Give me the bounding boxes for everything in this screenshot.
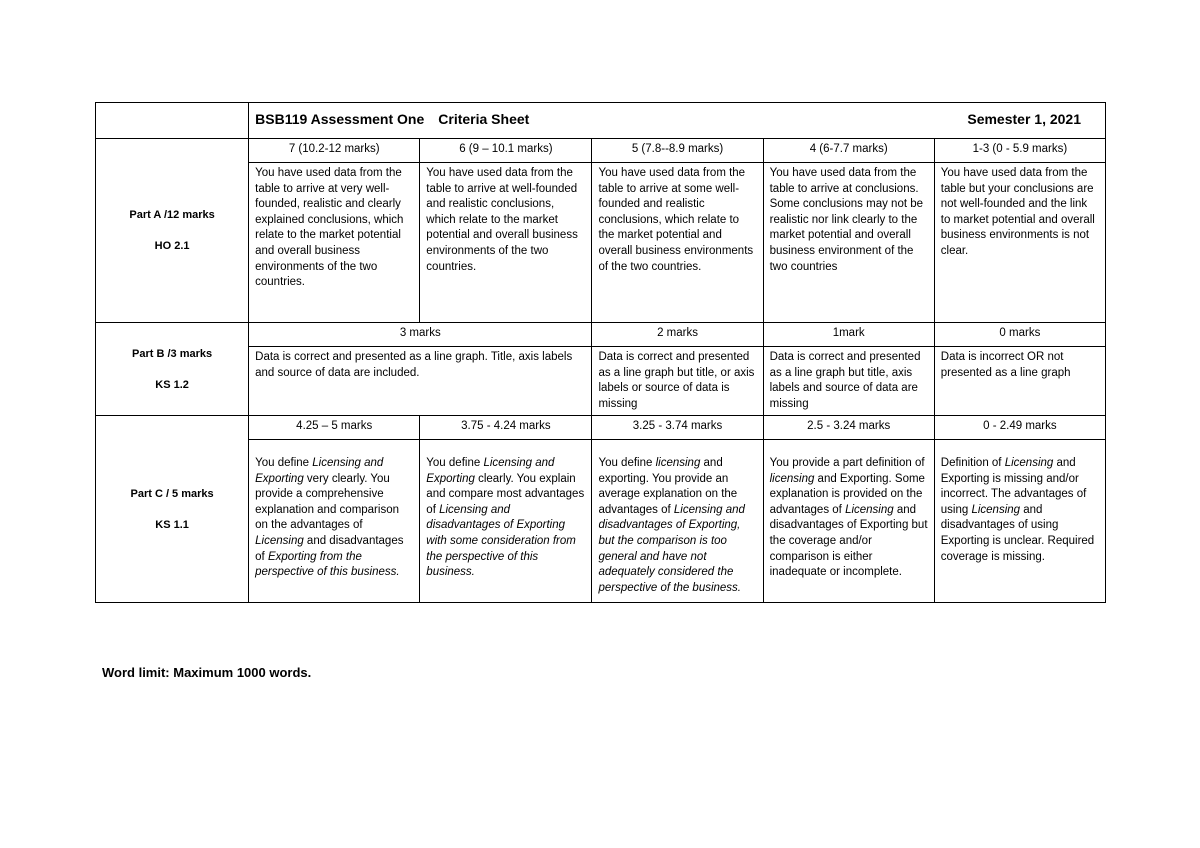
part-c-descriptor-3 bbox=[592, 440, 763, 603]
part-c-band-1: 4.25 – 5 marks bbox=[249, 416, 420, 440]
d5-t3: and disadvantages of using Exporting is unclear. Required coverage is missing. bbox=[940, 503, 1095, 563]
part-c-band-4: 2.5 - 3.24 marks bbox=[763, 416, 934, 440]
part-a-band-row bbox=[96, 139, 1106, 163]
d3-i1: licensing bbox=[655, 457, 701, 469]
part-a-band-5: 1-3 (0 - 5.9 marks) bbox=[934, 139, 1105, 163]
d1-i2: Licensing bbox=[255, 534, 304, 547]
part-b-descriptor-4: Data is incorrect OR not presented as a line graph bbox=[934, 347, 1105, 416]
part-b-code: KS 1.2 bbox=[155, 378, 189, 391]
part-b-band-row bbox=[96, 323, 1106, 347]
part-b-band-4: 0 marks bbox=[934, 323, 1105, 347]
part-c-band-5: 0 - 2.49 marks bbox=[934, 416, 1105, 440]
part-a-label-cell bbox=[96, 139, 249, 323]
part-b-descriptor-2: Data is correct and presented as a line graph but title, or axis labels or source of data is missing bbox=[592, 347, 763, 416]
d4-i1: licensing bbox=[769, 472, 815, 485]
part-b-descriptor-3: Data is correct and presented as a line graph but title, axis labels and source of data are missing bbox=[763, 347, 934, 416]
page-title bbox=[255, 112, 1099, 128]
header-blank-cell bbox=[96, 103, 249, 139]
part-a-code: HO 2.1 bbox=[154, 240, 190, 252]
d4-t1: You provide a part definition of bbox=[769, 457, 925, 469]
d5-i2: Licensing bbox=[971, 503, 1021, 516]
part-b-band-2: 2 marks bbox=[592, 323, 763, 347]
part-c-descriptor-5 bbox=[934, 440, 1105, 603]
title-left: BSB119 Assessment One bbox=[255, 111, 425, 128]
part-b-band-3: 1mark bbox=[763, 323, 934, 347]
d3-t1: You define bbox=[598, 457, 656, 469]
part-a-descriptor-2: You have used data from the table to arrive at well-founded and realistic conclusions, which relate to the market potential and overall business environments of the two countries. bbox=[420, 163, 592, 323]
d1-t2: very clearly. You provide a comprehensive explanation and comparison on the advantages of bbox=[255, 472, 399, 532]
part-a-band-3: 5 (7.8--8.9 marks) bbox=[592, 139, 763, 163]
part-a-band-1: 7 (10.2-12 marks) bbox=[249, 139, 420, 163]
d2-t2: clearly. You explain and compare most advantages of bbox=[426, 472, 585, 516]
part-a-label: Part A /12 marks bbox=[129, 209, 215, 221]
part-a-descriptor-3: You have used data from the table to arrive at some well-founded and realistic conclusions, which relate to the market potential and overall business environments of the two countries. bbox=[592, 163, 763, 323]
d4-t3: and disadvantages of Exporting but the coverage and/or comparison is either inadequate or incomplete. bbox=[769, 503, 928, 579]
d4-t2: and Exporting. Some explanation is provided on the advantages of bbox=[769, 472, 925, 516]
d2-t1: You define bbox=[426, 457, 484, 469]
d5-t1: Definition of bbox=[940, 457, 1005, 469]
part-b-label: Part B /3 marks bbox=[132, 347, 213, 360]
d1-i3: Exporting from the perspective of this business. bbox=[255, 550, 400, 579]
d5-i1: Licensing bbox=[1004, 457, 1054, 469]
d1-t3: and disadvantages of bbox=[255, 534, 404, 563]
d3-t2: and exporting. You provide an average explanation on the advantages of bbox=[598, 457, 738, 516]
word-limit-note: Word limit: Maximum 1000 words. bbox=[102, 665, 312, 680]
part-a-descriptor-5: You have used data from the table but your conclusions are not well-founded and the link to market potential and overall business environments is not clear. bbox=[934, 163, 1105, 323]
part-c-descriptor-4 bbox=[763, 440, 934, 603]
criteria-table bbox=[95, 102, 1106, 603]
header-title-cell bbox=[249, 103, 1106, 139]
header-row bbox=[96, 103, 1106, 139]
d4-i2: Licensing bbox=[845, 503, 894, 516]
part-a-band-4: 4 (6-7.7 marks) bbox=[763, 139, 934, 163]
title-right: Semester 1, 2021 bbox=[967, 111, 1081, 128]
d3-i2: Licensing and disadvantages of Exporting, but the comparison is too general and have not adequately considered the perspective of the business. bbox=[598, 503, 745, 594]
d1-t1: You define bbox=[255, 457, 313, 469]
part-a-descriptor-1: You have used data from the table to arrive at very well-founded, realistic and clearly explained conclusions, which relate to the market potential and overall business environments of the two countries. bbox=[249, 163, 420, 323]
part-c-band-2: 3.75 - 4.24 marks bbox=[420, 416, 592, 440]
part-c-descriptor-1 bbox=[249, 440, 420, 603]
d1-i1: Licensing and Exporting bbox=[255, 457, 384, 485]
part-b-label-cell bbox=[96, 323, 249, 416]
part-a-descriptor-4: You have used data from the table to arrive at conclusions. Some conclusions may not be realistic nor link clearly to the market potential and overall business environment of the two countries bbox=[763, 163, 934, 323]
d2-i1: Licensing and Exporting bbox=[426, 457, 555, 485]
part-c-code: KS 1.1 bbox=[155, 518, 189, 531]
part-c-label-cell bbox=[96, 416, 249, 603]
part-c-band-3: 3.25 - 3.74 marks bbox=[592, 416, 763, 440]
part-c-descriptor-2 bbox=[420, 440, 592, 603]
d5-t2: and Exporting is missing and/or incorrect. The advantages of using bbox=[940, 457, 1087, 516]
d2-i2: Licensing and disadvantages of Exporting with some consideration from the perspective of this business. bbox=[426, 503, 576, 579]
part-c-band-row bbox=[96, 416, 1106, 440]
title-mid: Criteria Sheet bbox=[438, 111, 530, 128]
part-b-band-1: 3 marks bbox=[249, 323, 592, 347]
part-b-descriptor-1: Data is correct and presented as a line graph. Title, axis labels and source of data are included. bbox=[249, 347, 592, 416]
part-c-label: Part C / 5 marks bbox=[130, 487, 214, 500]
part-a-band-2: 6 (9 – 10.1 marks) bbox=[420, 139, 592, 163]
